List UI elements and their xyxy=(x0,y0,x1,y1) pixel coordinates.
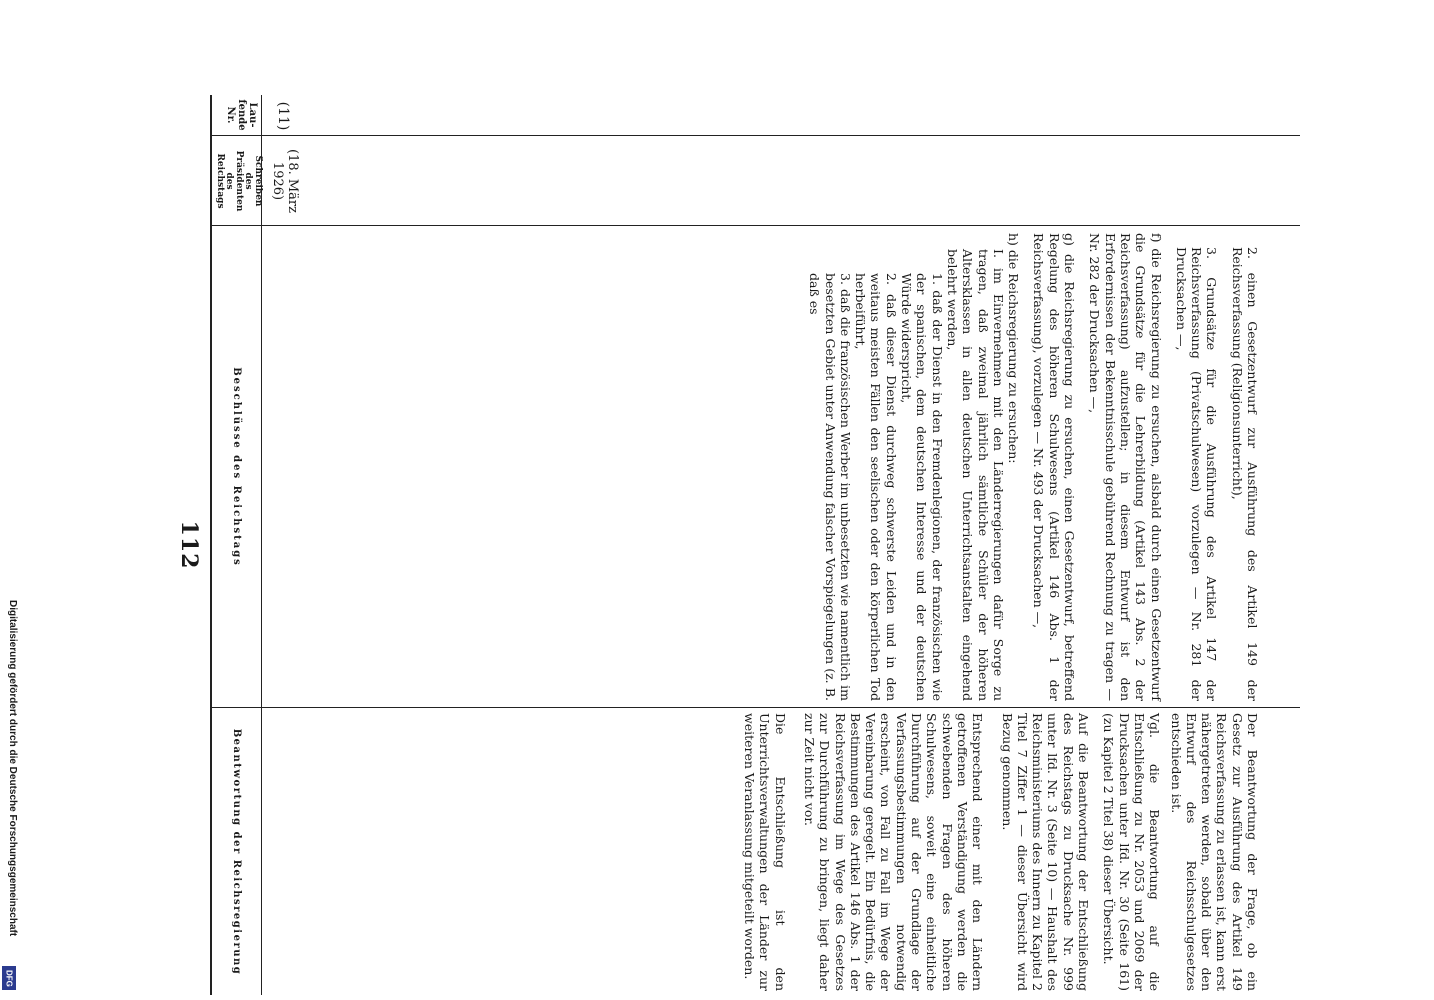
beschluss-item-2: 2. einen Gesetzentwurf zur Ausführung des Artikel 149 der Reichsverfassung (Religionsunterricht), xyxy=(1229,247,1260,701)
header-schreiben: Schreiben des Präsidenten des Reichstags xyxy=(215,150,263,212)
beschluss-item-3: 3. Grundsätze für die Ausführung des Artikel 147 der Reichsverfassung (Privatschulwesen) vorzulegen — Nr. 281 der Drucksachen —, xyxy=(1173,247,1220,701)
header-beschluesse: Beschlüsse des Reichstags xyxy=(231,367,242,567)
col-rule-2 xyxy=(210,225,1300,226)
beschluss-item-h-1: 1. daß der Dienst in den Fremdenlegionen, der französischen wie der spanischen, dem deutschen Interesse und der deutschen Würde widerspricht, xyxy=(899,273,945,701)
beschluss-block xyxy=(807,233,1260,701)
antwort-item-1: Der Beantwortung der Frage, ob ein Gesetz zur Ausführung des Artikel 149 Reichsverfassung zu erlassen ist, kann erst nähergetreten werden, sobald über den Entwurf des Reichsschulgesetzes entschieden ist. xyxy=(1168,713,1260,991)
header-bottom-rule xyxy=(261,95,262,995)
page-number: 112 xyxy=(176,520,202,570)
beschluss-item-g: g) die Reichsregierung zu ersuchen, einen Gesetzentwurf, betreffend Regelung des höheren Schulwesens (Artikel 146 Abs. 1 der Reichsverfassung), vorzulegen — Nr. 493 der Drucksachen —, xyxy=(1031,233,1078,701)
header-top-rule xyxy=(210,95,212,995)
row-lfd-nr: (11) xyxy=(275,101,291,131)
antwort-item-2: Vgl. die Beantwortung auf die Entschließung zu Nr. 2053 und 2069 der Drucksachen unter lfd. Nr. 30 (Seite 161) (zu Kapitel 2 Titel 38) dieser Übersicht. xyxy=(1101,713,1163,991)
header-lfd-nr: Lau- fende Nr. xyxy=(225,99,258,131)
beschluss-item-h-2: 2. daß dieser Dienst durchweg schwerste Leiden und in den weitaus meisten Fällen den seelischen oder den körperlichen Tod herbeiführt, xyxy=(853,273,899,701)
dfg-logo: DFG xyxy=(2,966,16,990)
digitization-credit-text: Digitalisierung gefördert durch die Deutsche Forschungsgemeinschaft xyxy=(7,600,18,937)
row-datum: (18. März 1926) xyxy=(269,148,300,213)
antwort-item-5: Die Entschließung ist den Unterrichtsverwaltungen der Länder zur weiteren Veranlassung mitgeteilt worden. xyxy=(742,713,788,991)
antwort-item-4: Entsprechend einer mit den Ländern getroffenen Verständigung werden die schwebenden Fragen des höheren Schulwesens, soweit eine einheitliche Durchführung auf der Grundlage der Verfassungsbestimmungen notwendig erscheint, von Fall zu Fall im Wege der Vereinbarung geregelt. Ein Bedürfnis, die Bestimmungen des Artikel 146 Abs. 1 der Reichsverfassung im Wege des Gesetzes zur Durchführung zu bringen, liegt daher zur Zeit nicht vor. xyxy=(801,713,986,991)
col-rule-3 xyxy=(210,707,1300,708)
beschluss-item-h-3: 3. daß die französischen Werber im unbesetzten wie namentlich im besetzten Gebiet unter Anwendung falscher Vorspiegelungen (z. B. daß es xyxy=(807,273,853,701)
header-beantwortung: Beantwortung der Reichsregierung xyxy=(231,728,242,976)
beschluss-item-f: f) die Reichsregierung zu ersuchen, alsbald durch einen Gesetzentwurf die Grundsätze für die Lehrerbildung (Artikel 143 Abs. 2 der Reichsverfassung) aufzustellen; in diesem Entwurf ist den Erfordernissen der Bekenntnisschule gebührend Rechnung zu tragen — Nr. 282 der Drucksachen —, xyxy=(1087,233,1164,701)
antwort-item-3: Auf die Beantwortung der Entschließung des Reichstags zu Drucksache Nr. 999 unter lfd. Nr. 3 (Seite 10) — Haushalt des Reichsministeriums des Innern zu Kapitel 2 Titel 7 Ziffer 1 — dieser Übersicht wird Bezug genommen. xyxy=(999,713,1092,991)
digitization-credit xyxy=(4,600,18,990)
beschluss-item-h: h) die Reichsregierung zu ersuchen: xyxy=(1006,233,1022,464)
rotated-page-content xyxy=(120,95,1300,995)
col-rule-1 xyxy=(210,135,1300,136)
beschluss-item-h-I: I. im Einvernehmen mit den Länderregierungen dafür Sorge zu tragen, daß zweimal jährlich sämtliche Schüler der höheren Altersklassen in allen deutschen Unterrichtsanstalten eingehend belehrt werden, xyxy=(944,249,1006,701)
antwort-block xyxy=(742,713,1260,991)
